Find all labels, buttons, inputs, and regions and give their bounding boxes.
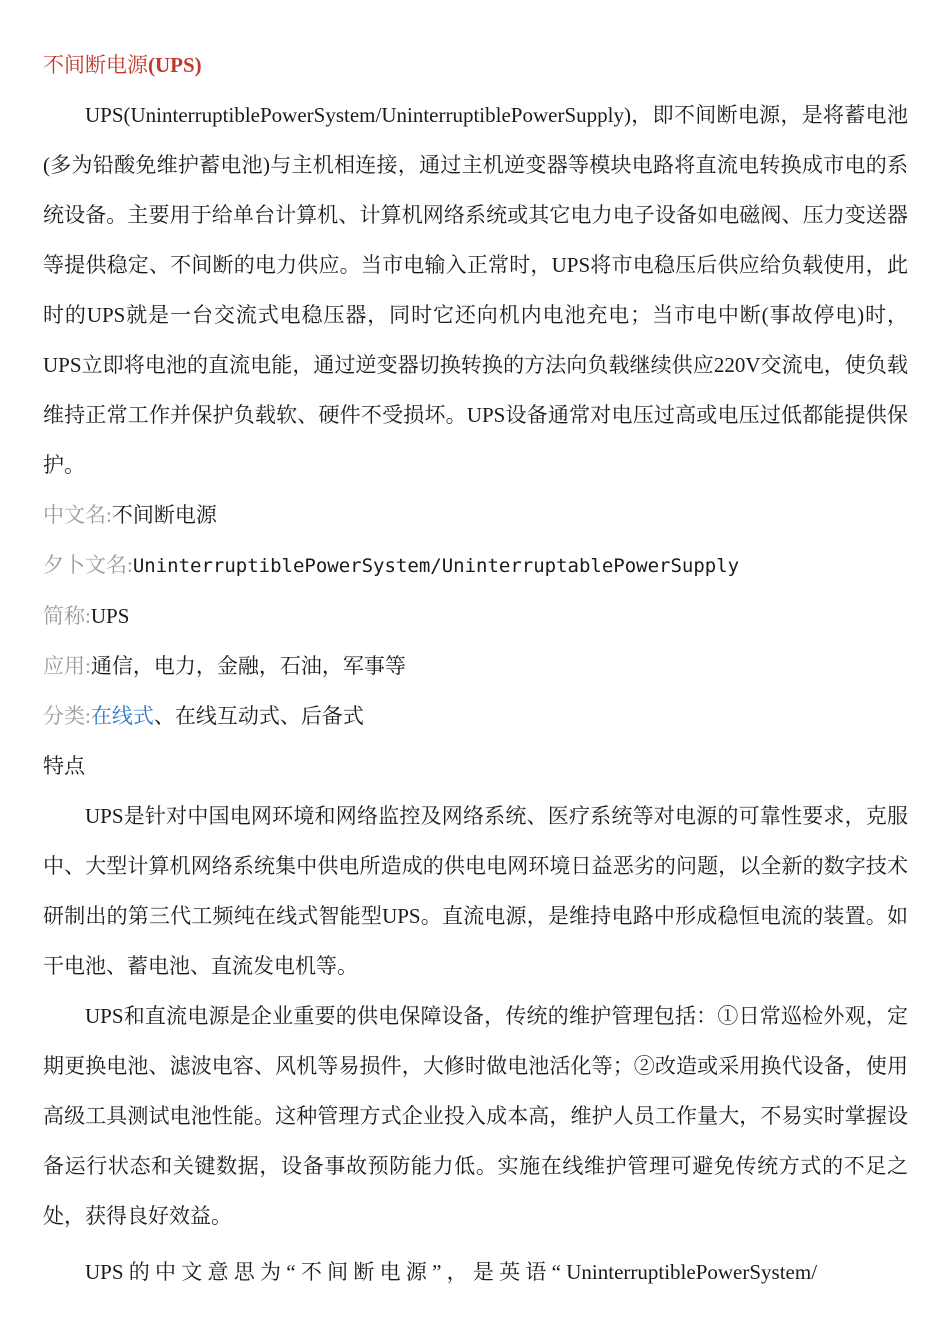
category-label: 分类:	[43, 704, 91, 728]
abbr-value: UPS	[90, 604, 130, 628]
abbr-label: 简称:	[43, 604, 91, 628]
features-heading: 特点	[43, 754, 85, 778]
category-rest: 、在线互动式、后备式	[153, 704, 364, 728]
info-abbr	[43, 591, 908, 641]
category-online-link[interactable]: 在线式	[90, 704, 154, 728]
application-value: 通信，电力，金融，石油，军事等	[90, 654, 406, 678]
info-application	[43, 641, 908, 691]
features-paragraph-2: UPS和直流电源是企业重要的供电保障设备，传统的维护管理包括：①日常巡检外观，定期更换电池、滤波电容、风机等易损件，大修时做电池活化等；②改造或采用换代设备，使用高级工具测试电池性能。这种管理方式企业投入成本高，维护人员工作量大，不易实时掌握设备运行状态和关键数据，设备事故预防能力低。实施在线维护管理可避免传统方式的不足之处，获得良好效益。	[43, 1004, 908, 1228]
features-paragraph-3: UPS 的 中 文 意 思 为 “ 不 间 断 电 源 ” ， 是 英 语 “ UninterruptiblePowerSystem/	[85, 1260, 818, 1284]
chinese-name-label: 中文名:	[43, 503, 112, 527]
info-category	[43, 691, 908, 741]
title-abbr: (UPS)	[148, 53, 202, 77]
features-paragraph-1: UPS是针对中国电网环境和网络监控及网络系统、医疗系统等对电源的可靠性要求，克服中、大型计算机网络系统集中供电所造成的供电电网环境日益恶劣的问题，以全新的数字技术研制出的第三代工频纯在线式智能型UPS。直流电源，是维持电路中形成稳恒电流的装置。如干电池、蓄电池、直流发电机等。	[43, 804, 908, 978]
info-chinese-name	[43, 490, 908, 540]
document-title	[43, 40, 908, 90]
intro-paragraph: UPS(UninterruptiblePowerSystem/UninterruptiblePowerSupply)，即不间断电源，是将蓄电池(多为铅酸免维护蓄电池)与主机相连接，通过主机逆变器等模块电路将直流电转换成市电的系统设备。主要用于给单台计算机、计算机网络系统或其它电力电子设备如电磁阀、压力变送器等提供稳定、不间断的电力供应。当市电输入正常时，UPS将市电稳压后供应给负载使用，此时的UPS就是一台交流式电稳压器，同时它还向机内电池充电；当市电中断(事故停电)时，UPS立即将电池的直流电能，通过逆变器切换转换的方法向负载继续供应220V交流电，使负载维持正常工作并保护负载软、硬件不受损坏。UPS设备通常对电压过高或电压过低都能提供保护。	[43, 103, 908, 477]
chinese-name-value: 不间断电源	[111, 503, 217, 527]
title-text: 不间断电源	[43, 53, 148, 77]
foreign-name-label: 夕卜文名:	[43, 553, 133, 577]
info-foreign-name	[43, 540, 908, 591]
application-label: 应用:	[43, 654, 91, 678]
document-page	[43, 40, 908, 1297]
foreign-name-value: UninterruptiblePowerSystem/UninterruptablePowerSupply	[132, 555, 740, 577]
